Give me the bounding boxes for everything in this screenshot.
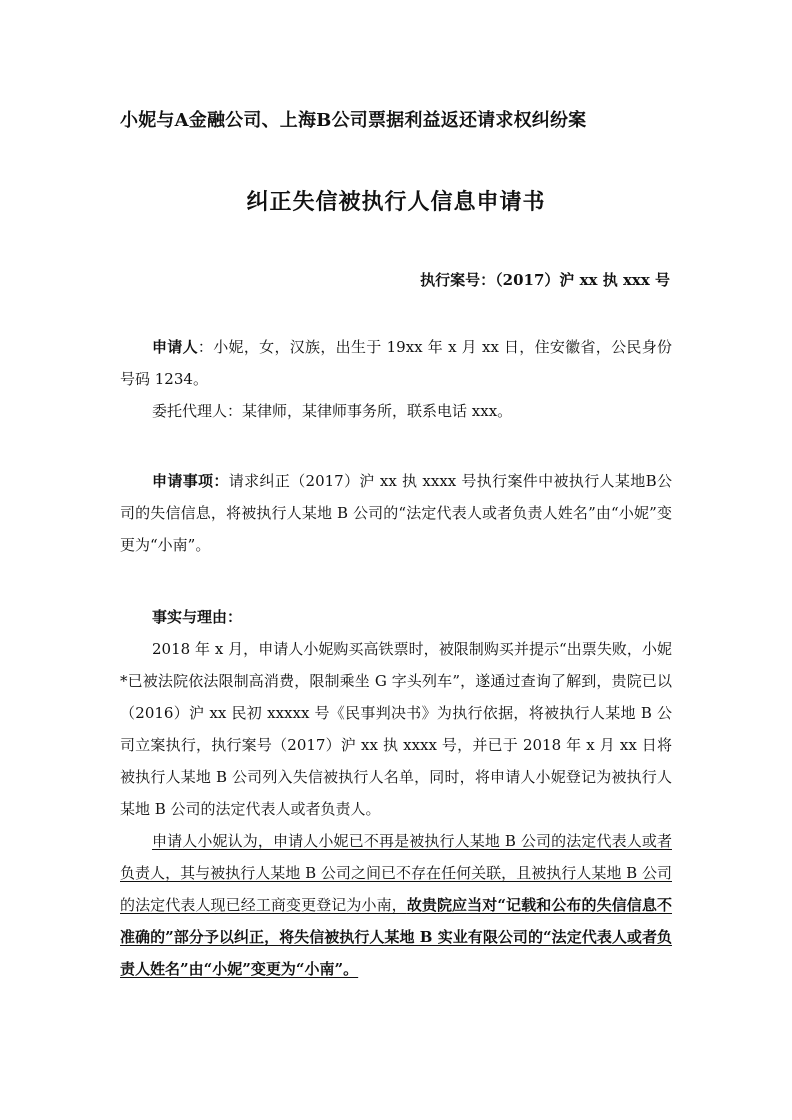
request-paragraph [120, 465, 672, 561]
applicant-section [120, 331, 672, 427]
facts-paragraph-2 [120, 825, 672, 985]
facts-underlined-text: 申请人小妮认为，申请人小妮已不再是被执行人某地 B 公司的法定代表人或者负责人，其与被执行人某地 B 公司之间已不存在任何关联，且被执行人某地 B 公司的法定代表人现已经工商变更登记为小南， [120, 832, 672, 914]
document-title: 纠正失信被执行人信息申请书 [246, 189, 546, 215]
request-text: 请求纠正（2017）沪 xx 执 xxxx 号执行案件中被执行人某地B公司的失信信息，将被执行人某地 B 公司的“法定代表人或者负责人姓名”由“小妮”变更为“小南”。 [120, 472, 672, 554]
applicant-label: 申请人 [152, 338, 198, 356]
request-section [120, 465, 672, 561]
agent-paragraph: 委托代理人：某律师，某律师事务所，联系电话 xxx。 [152, 402, 513, 420]
case-title: 小妮与A金融公司、上海B公司票据利益返还请求权纠纷案 [120, 110, 587, 131]
facts-bold-request: 故贵院应当对“记载和公布的失信信息不准确的”部分予以纠正，将失信被执行人某地 B 实业有限公司的“法定代表人或者负责人姓名”由“小妮”变更为“小南”。 [120, 896, 672, 978]
applicant-paragraph [120, 331, 672, 395]
applicant-text: 小妮，女，汉族，出生于 19xx 年 x 月 xx 日，住安徽省，公民身份号码 1234。 [120, 338, 672, 388]
facts-paragraph-1: 2018 年 x 月，申请人小妮购买高铁票时，被限制购买并提示“出票失败，小妮*已被法院依法限制高消费，限制乘坐 G 字头列车”，遂通过查询了解到，贵院已以（2016）沪 xx 民初 xxxxx 号《民事判决书》为执行依据，将被执行人某地 B 公司立案执行，执行案号（2017）沪 xx 执 xxxx 号，并已于 2018 年 x 月 xx 日将被执行人某地 B 公司列入失信被执行人名单，同时，将申请人小妮登记为被执行人某地 B 公司的法定代表人或者负责人。 [120, 640, 672, 818]
case-number: 执行案号：（2017）沪 xx 执 xxx 号 [420, 271, 670, 289]
applicant-colon: ： [197, 338, 214, 356]
facts-heading: 事实与理由： [152, 608, 243, 626]
request-label: 申请事项： [152, 472, 229, 490]
facts-section [120, 601, 672, 985]
